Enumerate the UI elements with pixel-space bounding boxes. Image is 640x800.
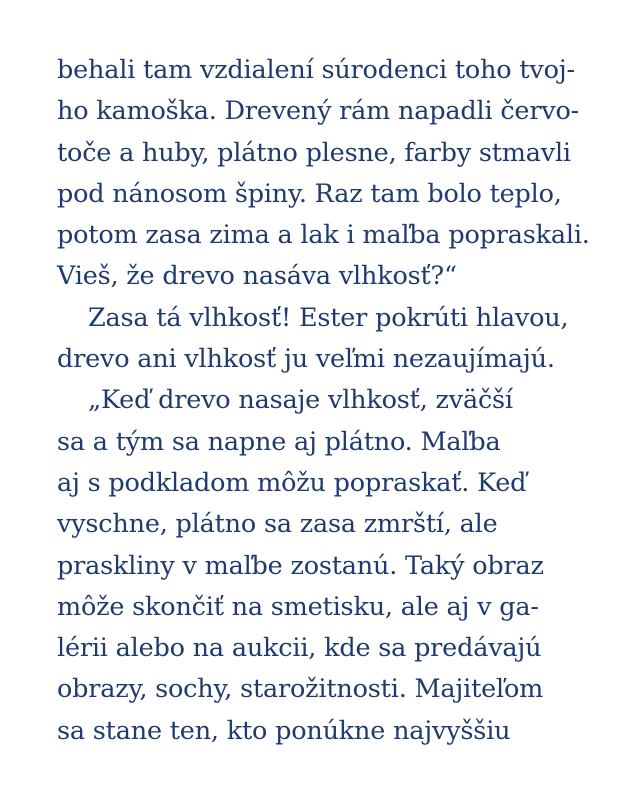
text-line-13: praskliny v maľbe zostanú. Taký obraz xyxy=(57,550,544,581)
text-line-17: sa stane ten, kto ponúkne najvyššiu xyxy=(57,715,511,746)
text-line-1: behali tam vzdialení súrodenci toho tvoj- xyxy=(57,55,575,85)
text-line-16: obrazy, sochy, starožitnosti. Majiteľom xyxy=(57,674,544,705)
text-line-14: môže skončiť na smetisku, ale aj v ga- xyxy=(57,591,539,622)
text-line-4: pod nánosom špiny. Raz tam bolo teplo, xyxy=(57,178,562,209)
text-line-5: potom zasa zima a lak i maľba popraskali. xyxy=(57,220,590,251)
text-line-6: Vieš, že drevo nasáva vlhkosť?“ xyxy=(57,261,457,292)
text-line-3: toče a huby, plátno plesne, farby stmavli xyxy=(57,137,571,168)
text-line-12: vyschne, plátno sa zasa zmrští, ale xyxy=(57,509,498,540)
body-text xyxy=(57,50,602,752)
text-line-2: ho kamoška. Drevený rám napadli červo- xyxy=(57,96,580,127)
text-line-11: aj s podkladom môžu popraskať. Keď xyxy=(57,467,527,498)
text-line-9: „Keď drevo nasaje vlhkosť, zväčší xyxy=(88,385,513,416)
text-line-7: Zasa tá vlhkosť! Ester pokrúti hlavou, xyxy=(88,302,569,333)
text-line-10: sa a tým sa napne aj plátno. Maľba xyxy=(57,426,501,457)
text-line-15: lérii alebo na aukcii, kde sa predávajú xyxy=(57,633,542,664)
text-line-8: drevo ani vlhkosť ju veľmi nezaujímajú. xyxy=(57,344,555,375)
